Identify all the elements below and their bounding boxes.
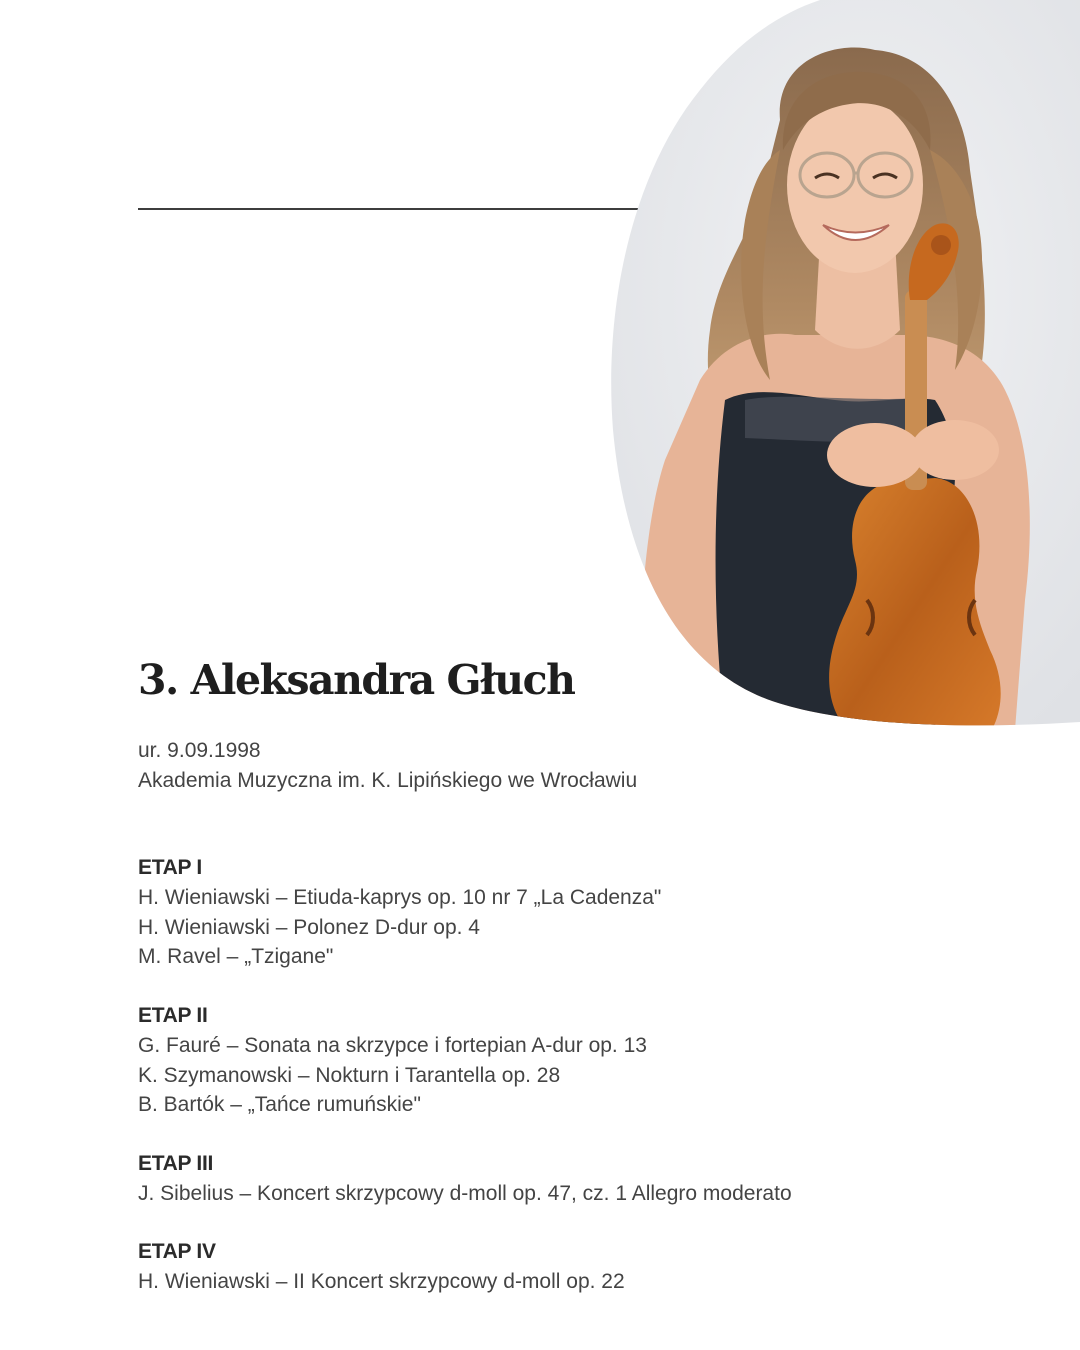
stage-3-section — [138, 1149, 1038, 1209]
portrait-photo — [605, 0, 1080, 730]
stage-4-section — [138, 1237, 1038, 1297]
stage-2-item: K. Szymanowski – Nokturn i Tarantella op. 28 — [138, 1063, 561, 1087]
stage-3-item: J. Sibelius – Koncert skrzypcowy d-moll op. 47, cz. 1 Allegro moderato — [138, 1182, 792, 1205]
stage-3-title: ETAP III — [138, 1152, 214, 1175]
bio-block — [138, 736, 637, 796]
stage-1-section — [138, 853, 1038, 972]
school-name: Akademia Muzyczna im. K. Lipińskiego we Wrocławiu — [138, 769, 638, 792]
stage-1-item: H. Wieniawski – Etiuda-kaprys op. 10 nr 7 „La Cadenza" — [138, 886, 662, 909]
stage-2-item: G. Fauré – Sonata na skrzypce i fortepian A-dur op. 13 — [138, 1034, 647, 1057]
stage-4-item: H. Wieniawski – II Koncert skrzypcowy d-moll op. 22 — [138, 1270, 625, 1293]
page-title: 3. Aleksandra Głuch — [138, 656, 575, 704]
stage-1-item: H. Wieniawski – Polonez D-dur op. 4 — [138, 915, 480, 939]
stage-2-title: ETAP II — [138, 1004, 208, 1027]
stage-1-title: ETAP I — [138, 856, 202, 879]
header-divider — [138, 208, 662, 210]
stage-1-item: M. Ravel – „Tzigane" — [138, 945, 334, 968]
birth-date: ur. 9.09.1998 — [138, 739, 261, 762]
stage-2-section — [138, 1001, 1038, 1120]
stage-4-title: ETAP IV — [138, 1240, 216, 1263]
stage-2-item: B. Bartók – „Tańce rumuńskie" — [138, 1093, 421, 1116]
